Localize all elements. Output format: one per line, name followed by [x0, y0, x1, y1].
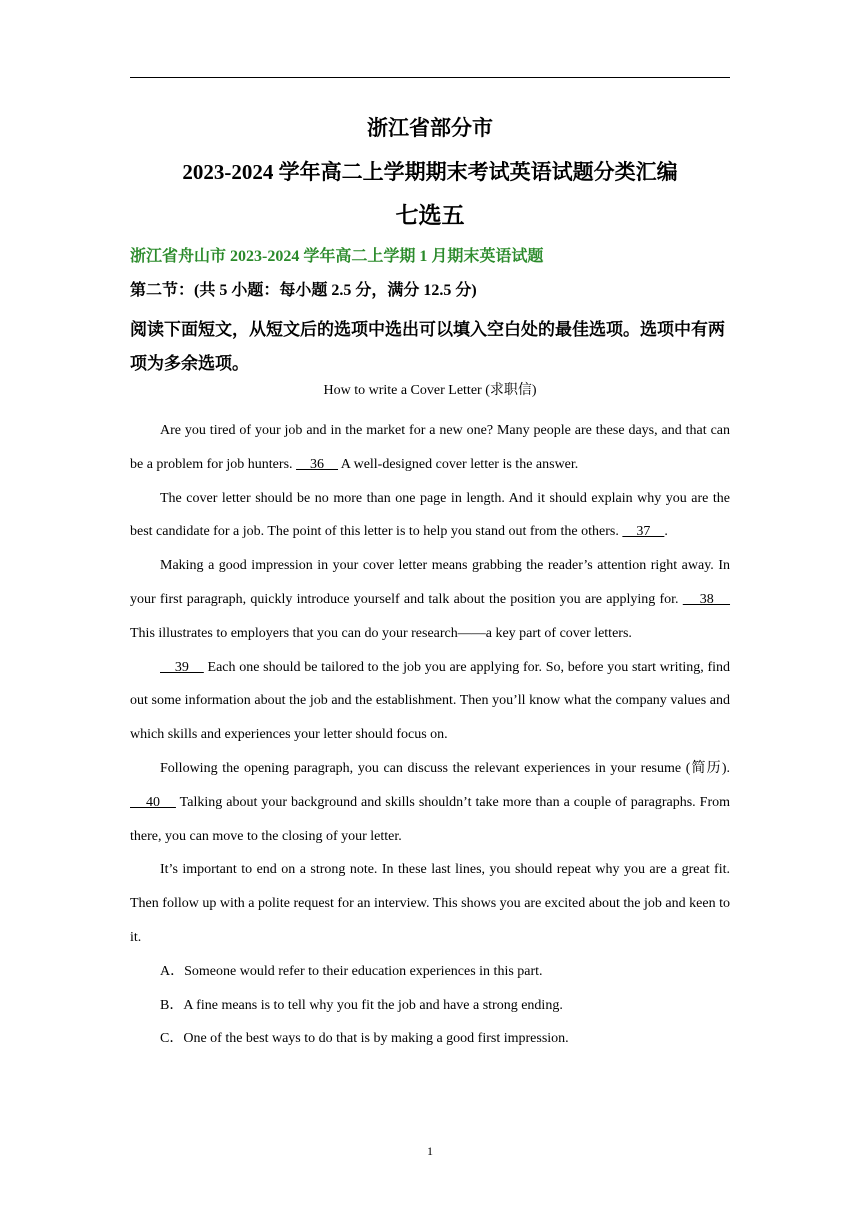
paragraph-text: Making a good impression in your cover letter means grabbing the reader’s attention right away. In your first paragraph, quickly introduce yourself and talk about the position you are applying for.	[130, 558, 730, 607]
paragraph-5	[130, 752, 730, 853]
paragraph-text: A well-designed cover letter is the answer.	[338, 456, 579, 472]
paragraph-text: Each one should be tailored to the job you are applying for. So, before you start writing, find out some information about the job and the establishment. Then you’ll know what the company values and which skills and experiences your letter should focus on.	[130, 659, 731, 743]
paragraph-3	[130, 549, 730, 650]
passage-title: How to write a Cover Letter (求职信)	[323, 383, 537, 398]
paragraph-text: Following the opening paragraph, you can discuss the relevant experiences in your resume (简历).	[160, 760, 730, 776]
passage-body	[130, 414, 730, 1056]
paragraph-text: .	[664, 524, 668, 540]
blank-38: 38	[682, 591, 731, 607]
header-rule	[130, 77, 730, 78]
title-line-2: 2023-2024 学年高二上学期期末考试英语试题分类汇编	[182, 160, 678, 184]
paragraph-6: It’s important to end on a strong note. In these last lines, you should repeat why you are a great fit. Then follow up with a polite request for an interview. This shows you are excited about the job and keen to it.	[130, 862, 730, 945]
option-c: C．One of the best ways to do that is by making a good first impression.	[160, 1031, 569, 1047]
title-line-1: 浙江省部分市	[367, 116, 493, 140]
exam-source: 浙江省舟山市 2023-2024 学年高二上学期 1 月期末英语试题	[130, 248, 544, 265]
paragraph-2	[130, 482, 730, 550]
paragraph-4	[130, 651, 730, 752]
paragraph-text: This illustrates to employers that you can do your research——a key part of cover letters.	[130, 625, 632, 641]
paragraph-1	[130, 414, 730, 482]
blank-37: 37	[622, 524, 665, 540]
option-a: A．Someone would refer to their education experiences in this part.	[160, 963, 543, 979]
blank-39: 39	[160, 659, 204, 675]
blank-36: 36	[296, 456, 339, 472]
title-line-3: 七选五	[395, 203, 465, 228]
paragraph-text: Talking about your background and skills shouldn’t take more than a couple of paragraphs. From there, you can move to the closing of your letter.	[130, 794, 731, 844]
paragraph-text: Are you tired of your job and in the market for a new one? Many people are these days, and that can be a problem for job hunters.	[130, 423, 730, 472]
paragraph-text: The cover letter should be no more than one page in length. And it should explain why you are the best candidate for a job. The point of this letter is to help you stand out from the others.	[130, 490, 730, 540]
page-number: 1	[427, 1144, 433, 1158]
section-heading: 第二节：(共 5 小题：每小题 2.5 分，满分 12.5 分)	[130, 282, 477, 299]
blank-40: 40	[130, 794, 176, 810]
option-b: B．A fine means is to tell why you fit the job and have a strong ending.	[160, 997, 563, 1013]
instructions: 阅读下面短文，从短文后的选项中选出可以填入空白处的最佳选项。选项中有两项为多余选项。	[130, 320, 725, 373]
